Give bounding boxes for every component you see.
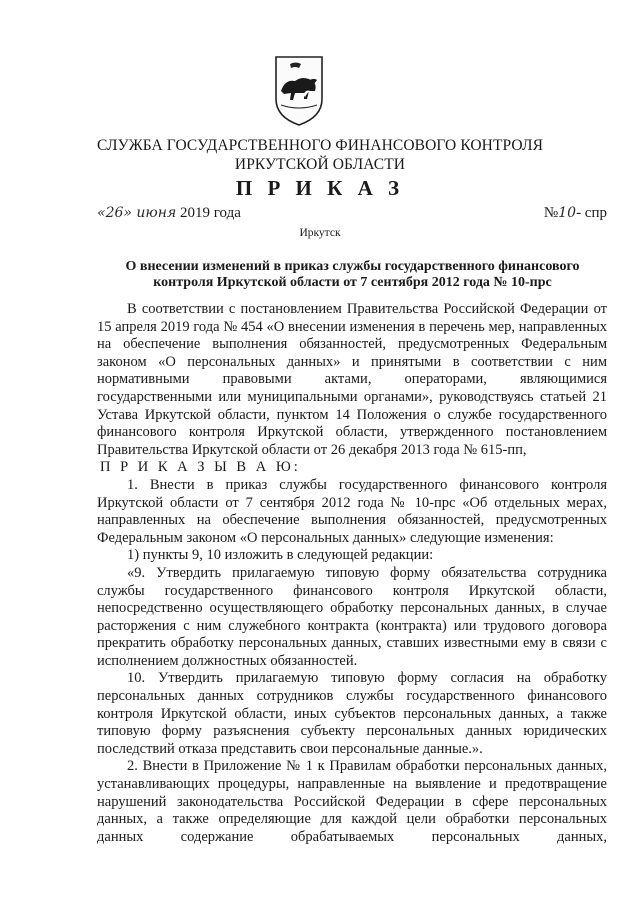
irkutsk-coat-of-arms-icon (273, 55, 325, 127)
preamble-paragraph: В соответствии с постановлением Правительства Российской Федерации от 15 апреля 2019 года № 454 «О внесении изменения в перечень мер, направленных на обеспечение выполнения обязанностей, предусмотренных Федеральным законом «О персональных данных» и принятыми в соответствии с ним нормативными правовыми актами, операторами, являющимися государственными или муниципальными органами», руководствуясь статьей 21 Устава Иркутской области, пунктом 14 Положения о службе государственного финансового контроля Иркутской области, утвержденного постановлением Правительства Иркутской области от 26 декабря 2013 года № 615-пп, (97, 301, 607, 458)
order-date (97, 205, 241, 222)
document-body (97, 301, 607, 846)
point-9-paragraph: «9. Утвердить прилагаемую типовую форму обязательства сотрудника службы государственного финансового контроля Иркутской области, непосредственно осуществляющего обработку персональных данных, в случае расторжения с ним служебного контракта (контракта) или трудового договора прекратить обработку персональных данных, ставших известными ему в связи с исполнением должностных обязанностей. (97, 564, 607, 669)
item-2-paragraph: 2. Внести в Приложение № 1 к Правилам обработки персональных данных, устанавливающих процедуры, направленные на выявление и предотвращение нарушений законодательства Российской Федерации в сфере персональных данных, а также определяющие для каждой цели обработки персональных данных содержание обрабатываемых персональных данных, (97, 758, 607, 845)
number-suffix: - спр (576, 205, 607, 221)
document-type-title: П Р И К А З (235, 176, 405, 200)
handwritten-date: «26» июня (97, 205, 177, 221)
city-label: Иркутск (299, 227, 341, 239)
order-directive: П Р И К А З Ы В А Ю: (100, 459, 301, 476)
subject-line-1: О внесении изменений в приказ службы государственного финансового (125, 259, 580, 274)
item-1-paragraph: 1. Внести в приказ службы государственного финансового контроля Иркутской области от 7 сентября 2012 года № 10-прс «Об отдельных мерах, направленных на обеспечение выполнения обязанностей, предусмотренных Федеральным законом «О персональных данных» следующие изменения: (97, 476, 607, 546)
date-year: 2019 года (176, 205, 241, 221)
number-prefix: № (543, 205, 559, 221)
handwritten-number: 10 (558, 205, 577, 221)
document-subject (90, 259, 615, 290)
subject-line-2: контроля Иркутской области от 7 сентября 2012 года № 10-прс (153, 274, 552, 290)
item-1-subitem: 1) пункты 9, 10 изложить в следующей редакции: (127, 547, 434, 564)
point-10-paragraph: 10. Утвердить прилагаемую типовую форму согласия на обработку персональных данных сотрудников службы государственного финансового контроля Иркутской области, иных субъектов персональных данных, а также типовую форму разъяснения субъекту персональных данных юридических последствий отказа представить свои персональные данные.». (97, 670, 607, 757)
agency-name-line-1: СЛУЖБА ГОСУДАРСТВЕННОГО ФИНАНСОВОГО КОНТРОЛЯ (96, 137, 544, 154)
order-number (544, 205, 607, 222)
agency-name-line-2: ИРКУТСКОЙ ОБЛАСТИ (234, 156, 406, 173)
